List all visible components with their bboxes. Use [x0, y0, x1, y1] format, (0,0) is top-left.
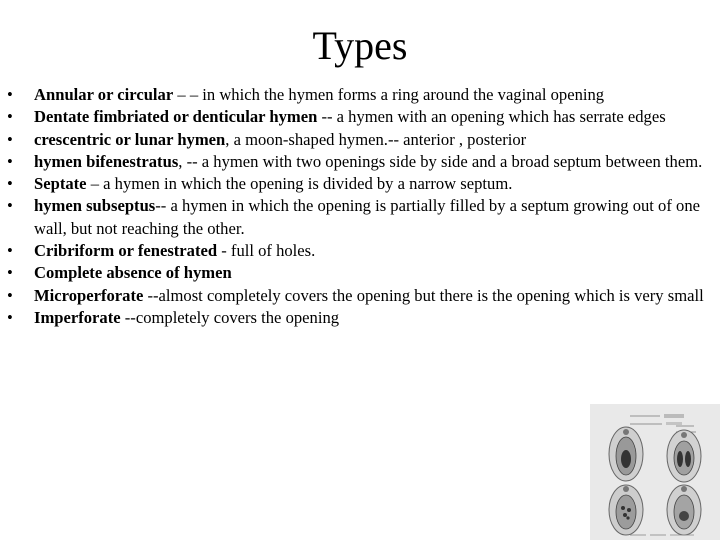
slide-title: Types	[312, 23, 408, 68]
list-item	[0, 240, 705, 262]
item-description: , -- a hymen with two openings side by side and a broad septum between them.	[178, 151, 703, 171]
list-item	[0, 151, 705, 173]
item-description: - full of holes.	[217, 241, 316, 261]
item-description: -- a hymen in which the opening is partially filled by a septum growing out of one wall, but not reaching the other.	[34, 196, 700, 238]
list-item	[0, 195, 705, 240]
vulva-figure-4	[667, 485, 701, 535]
vulva-figure-2	[667, 430, 701, 482]
bullet: •	[7, 285, 13, 305]
item-term: Dentate fimbriated or denticular hymen	[34, 107, 318, 127]
list-item	[0, 106, 705, 128]
bullet: •	[7, 263, 13, 283]
vulva-figure-1	[609, 427, 643, 481]
bullet: •	[7, 307, 13, 327]
item-term: Septate	[34, 174, 87, 194]
item-description: --almost completely covers the opening but there is the opening which is very small	[143, 285, 704, 305]
bullet: •	[7, 85, 13, 104]
types-list	[0, 84, 705, 329]
list-item	[0, 307, 705, 329]
item-term: crescentric or lunar hymen	[34, 129, 226, 149]
illustration-drawing	[590, 404, 720, 540]
item-term: Complete absence of hymen	[34, 263, 232, 283]
item-term: Cribriform or fenestrated	[34, 241, 218, 261]
item-description: -- a hymen with an opening which has serrate edges	[317, 107, 666, 127]
item-term: Imperforate	[34, 307, 121, 327]
item-description: --completely covers the opening	[120, 307, 340, 327]
bullet: •	[7, 196, 13, 216]
item-term: hymen subseptus	[34, 196, 156, 216]
item-description: , a moon-shaped hymen.-- anterior , posterior	[225, 129, 527, 149]
list-item	[0, 262, 705, 284]
bullet: •	[7, 241, 13, 261]
vulva-figure-3	[609, 485, 643, 535]
list-item	[0, 84, 705, 106]
item-description: – a hymen in which the opening is divided by a narrow septum.	[86, 174, 513, 194]
list-item	[0, 129, 705, 151]
item-term: Microperforate	[34, 285, 144, 305]
bullet: •	[7, 129, 13, 149]
bullet: •	[7, 151, 13, 171]
list-item	[0, 173, 705, 195]
item-description: – – in which the hymen forms a ring around the vaginal opening	[173, 85, 605, 104]
item-term: hymen bifenestratus	[34, 151, 179, 171]
bullet: •	[7, 174, 13, 194]
item-term: Annular or circular	[34, 85, 174, 104]
list-item	[0, 285, 705, 307]
hymen-types-illustration	[590, 404, 720, 540]
bullet: •	[7, 107, 13, 127]
